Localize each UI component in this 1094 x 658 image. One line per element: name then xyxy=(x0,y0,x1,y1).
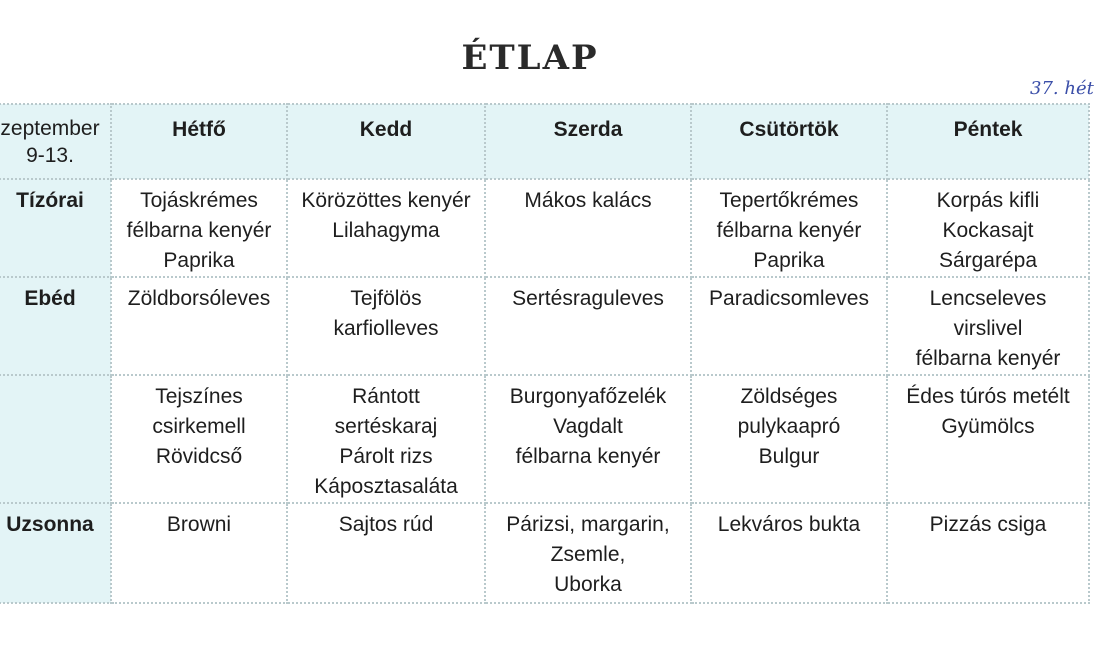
menu-cell xyxy=(111,179,287,277)
week-month: zeptember xyxy=(0,117,100,140)
menu-item: Tepertőkrémes xyxy=(719,189,859,212)
menu-cell xyxy=(287,375,485,503)
handwritten-note: 37. hét xyxy=(1030,78,1094,99)
table-row xyxy=(0,277,1089,375)
menu-item: Browni xyxy=(166,513,232,536)
day-header-monday: Hétfő xyxy=(111,104,287,179)
day-header-thursday: Csütörtök xyxy=(691,104,887,179)
menu-item: Sertésraguleves xyxy=(512,287,664,310)
menu-item: Paradicsomleves xyxy=(709,287,869,310)
menu-item: Lilahagyma xyxy=(332,219,440,242)
menu-item: félbarna kenyér xyxy=(126,219,272,242)
meal-label: Tízórai xyxy=(0,179,111,277)
meal-label: Ebéd xyxy=(0,277,111,375)
menu-item: Bulgur xyxy=(758,445,820,468)
day-header-tuesday: Kedd xyxy=(287,104,485,179)
day-header-friday: Péntek xyxy=(887,104,1089,179)
menu-cell xyxy=(287,277,485,375)
menu-item: Vagdalt xyxy=(553,415,623,438)
menu-item: Édes túrós metélt xyxy=(906,385,1070,408)
menu-item: Mákos kalács xyxy=(524,189,652,212)
menu-item: Zsemle, xyxy=(550,543,626,566)
menu-cell xyxy=(287,179,485,277)
week-cell xyxy=(0,104,111,179)
menu-cell xyxy=(691,277,887,375)
menu-item: Paprika xyxy=(753,249,825,272)
table-row xyxy=(0,179,1089,277)
menu-cell xyxy=(691,375,887,503)
menu-cell xyxy=(887,179,1089,277)
menu-item: félbarna kenyér xyxy=(515,445,661,468)
menu-item: Uborka xyxy=(554,573,622,596)
menu-item: Rántott xyxy=(352,385,420,408)
menu-item: Pizzás csiga xyxy=(929,513,1047,536)
menu-item: Rövidcső xyxy=(155,445,243,468)
menu-item: Korpás kifli xyxy=(936,189,1040,212)
menu-cell xyxy=(485,375,691,503)
menu-item: Kockasajt xyxy=(942,219,1034,242)
header-row xyxy=(0,104,1089,179)
menu-cell xyxy=(691,179,887,277)
menu-item: karfiolleves xyxy=(333,317,439,340)
menu-cell xyxy=(485,277,691,375)
menu-item: Lencseleves xyxy=(929,287,1047,310)
menu-cell xyxy=(887,375,1089,503)
menu-item: Sajtos rúd xyxy=(338,513,434,536)
day-header-wednesday: Szerda xyxy=(485,104,691,179)
menu-item: félbarna kenyér xyxy=(915,347,1061,370)
menu-cell xyxy=(111,503,287,603)
menu-item: Párolt rizs xyxy=(339,445,433,468)
menu-cell xyxy=(287,503,485,603)
menu-item: virslivel xyxy=(953,317,1023,340)
menu-item: Paprika xyxy=(163,249,235,272)
menu-item: Tojáskrémes xyxy=(140,189,258,212)
menu-item: pulykaapró xyxy=(737,415,841,438)
menu-item: Káposztasaláta xyxy=(314,475,458,498)
menu-item: Sárgarépa xyxy=(938,249,1038,272)
menu-cell xyxy=(485,503,691,603)
menu-cell xyxy=(887,503,1089,603)
menu-cell xyxy=(111,277,287,375)
meal-label: Uzsonna xyxy=(0,503,111,603)
week-dates: 9-13. xyxy=(26,144,74,167)
menu-cell xyxy=(485,179,691,277)
table-row xyxy=(0,503,1089,603)
menu-item: Körözöttes kenyér xyxy=(301,189,471,212)
menu-item: Zöldséges xyxy=(740,385,838,408)
menu-item: Párizsi, margarin, xyxy=(506,513,670,536)
menu-item: Tejszínes xyxy=(155,385,243,408)
menu-item: sertéskaraj xyxy=(334,415,438,438)
menu-item: csirkemell xyxy=(152,415,246,438)
menu-cell xyxy=(887,277,1089,375)
menu-item: Zöldborsóleves xyxy=(127,287,271,310)
menu-item: Tejfölös xyxy=(350,287,422,310)
menu-cell xyxy=(691,503,887,603)
page-title: ÉTLAP xyxy=(461,38,599,78)
menu-item: félbarna kenyér xyxy=(716,219,862,242)
menu-item: Burgonyafőzelék xyxy=(509,385,667,408)
table-row xyxy=(0,375,1089,503)
menu-item: Lekváros bukta xyxy=(717,513,861,536)
menu-table xyxy=(0,103,1090,604)
menu-cell xyxy=(111,375,287,503)
menu-item: Gyümölcs xyxy=(941,415,1035,438)
meal-label xyxy=(0,375,111,503)
